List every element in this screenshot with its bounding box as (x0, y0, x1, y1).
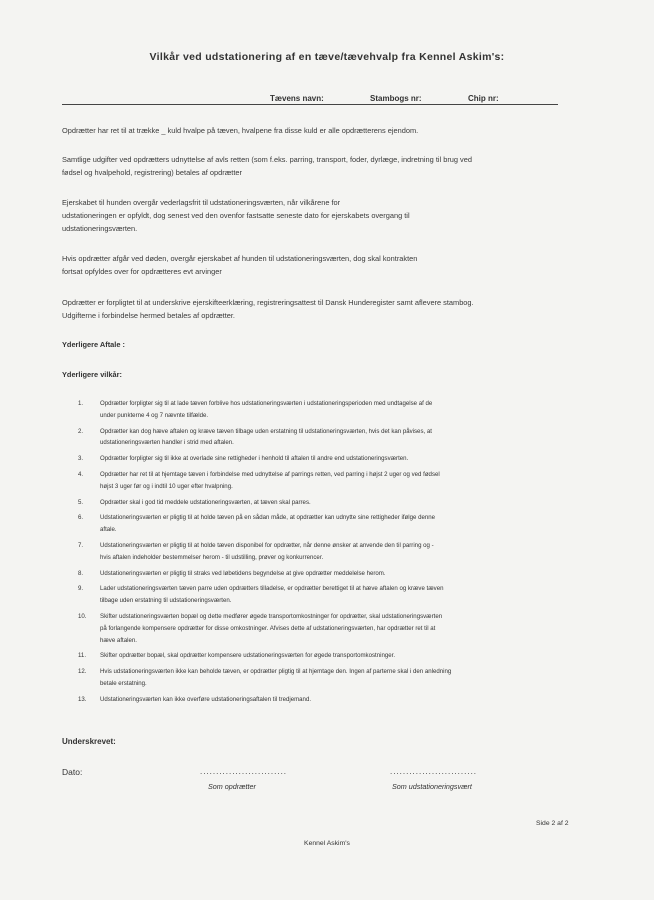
paragraph-2: Samtlige udgifter ved opdrætters udnyttelse af avls retten (som f.eks. parring, transport, foder, dyrlæge, indretning til brug ved fødsel og hvalpehold, registrering) betales af opdrætter (62, 155, 472, 177)
terms-list (78, 398, 554, 706)
list-item: 13. Udstationeringsværten kan ikke overføre udstationeringsaftalen til tredjemand. (78, 695, 312, 703)
list-item: 12. Hvis udstationeringsværten ikke kan beholde tæven, er opdrætter pligtig til at hjemtage den. Ingen af parterne skal i den anledning betale erstatning. (78, 668, 452, 687)
dog-info-fields (62, 94, 558, 105)
field-chip-nr: Chip nr: (468, 94, 499, 103)
page-number: Side 2 af 2 (536, 820, 569, 827)
list-item: 4. Opdrætter har ret til at hjemtage tæven i forbindelse med udnyttelse af parrings retten, ved parring i højst 2 uger og ved fødsel højst 3 uger før og i indtil 10 uger efter hvalpning. (78, 470, 440, 490)
document-title: Vilkår ved udstationering af en tæve/tævehvalp fra Kennel Askim's: (149, 51, 505, 63)
signature-heading: Underskrevet: (62, 737, 116, 746)
field-stambogs-nr: Stambogs nr: (370, 94, 422, 103)
list-item: 9. Lader udstationeringsværten tæven parre uden opdrætters tilladelse, er opdrætter berettiget til at hæve aftalen og kræve tæven tilbage uden erstatning til udstationeringsværten. (78, 585, 444, 605)
list-item: 1. Opdrætter forpligter sig til at lade tæven forblive hos udstationeringsværten i udstationeringsperioden med undtagelse af de under punkterne 4 og 7 nævnte tilfælde. (78, 400, 433, 419)
signature-label-breeder: Som opdrætter (208, 782, 256, 791)
signature-label-host: Som udstationeringsvært (392, 782, 472, 791)
signature-line-host: ........................... (390, 767, 478, 776)
list-item: 7. Udstationeringsværten er pligtig til at holde tæven disponibel for opdrætter, når denne ønsker at anvende den til parring og - hvis aftalen indeholder bestemmelser herom - til udstilling, prøver og konkurrencer. (78, 541, 434, 561)
field-taevens-navn: Tævens navn: (270, 94, 324, 103)
footer-kennel-name: Kennel Askim's (304, 840, 350, 847)
date-label: Dato: (62, 767, 83, 777)
heading-yderligere-aftale: Yderligere Aftale : (62, 340, 125, 349)
list-item: 11. Skifter opdrætter bopæl, skal opdrætter kompensere udstationeringsværten for øgede transportomkostninger. (78, 652, 396, 660)
list-item: 6. Udstationeringsværten er pligtig til at holde tæven på en sådan måde, at opdrætter kan udnytte sine rettigheder ifølge denne aftale. (78, 514, 436, 534)
paragraph-4: Hvis opdrætter afgår ved døden, overgår ejerskabet af hunden til udstationeringsværten, dog skal kontrakten fortsat opfyldes over for opdrætteres evt arvinger (62, 254, 418, 276)
paragraph-1: Opdrætter har ret til at trække _ kuld hvalpe på tæven, hvalpene fra disse kuld er alle opdrætterens ejendom. (62, 126, 419, 135)
paragraph-3: Ejerskabet til hunden overgår vederlagsfrit til udstationeringsværten, når vilkårene for udstationeringen er opfyldt, dog senest ved den ovenfor fastsatte seneste dato for ejerskabets overgang til udstationeringsværten. (62, 198, 410, 233)
heading-yderligere-vilkaar: Yderligere vilkår: (62, 370, 122, 379)
signature-line-breeder: ........................... (200, 767, 288, 776)
list-item: 10. Skifter udstationeringsværten bopæl og dette medfører øgede transportomkostninger for opdrætter, skal udstationeringsværten på forlangende kompensere opdrætter for disse omkostninger. Afvises dette af udstationeringsværten, har opdrætter ret til at hæve aftalen. (78, 612, 443, 644)
list-item: 3. Opdrætter forpligter sig til ikke at overlade sine rettigheder i henhold til aftalen til andre end udstationeringsværten. (78, 455, 409, 463)
list-item: 2. Opdrætter kan dog hæve aftalen og kræve tæven tilbage uden erstatning til udstationeringsværten, hvis det kan påvises, at udstationeringsværten handler i strid med aftalen. (78, 427, 432, 447)
list-item: 8. Udstationeringsværten er pligtig til straks ved løbetidens begyndelse at give opdrætter meddelelse herom. (78, 569, 386, 577)
list-item: 5. Opdrætter skal i god tid meddele udstationeringsværten, at tæven skal parres. (78, 498, 311, 506)
paragraph-5: Opdrætter er forpligtet til at underskrive ejerskifteerklæring, registreringsattest til Dansk Hunderegister samt aflevere stambog. Udgifterne i forbindelse hermed betales af opdrætter. (62, 298, 474, 320)
